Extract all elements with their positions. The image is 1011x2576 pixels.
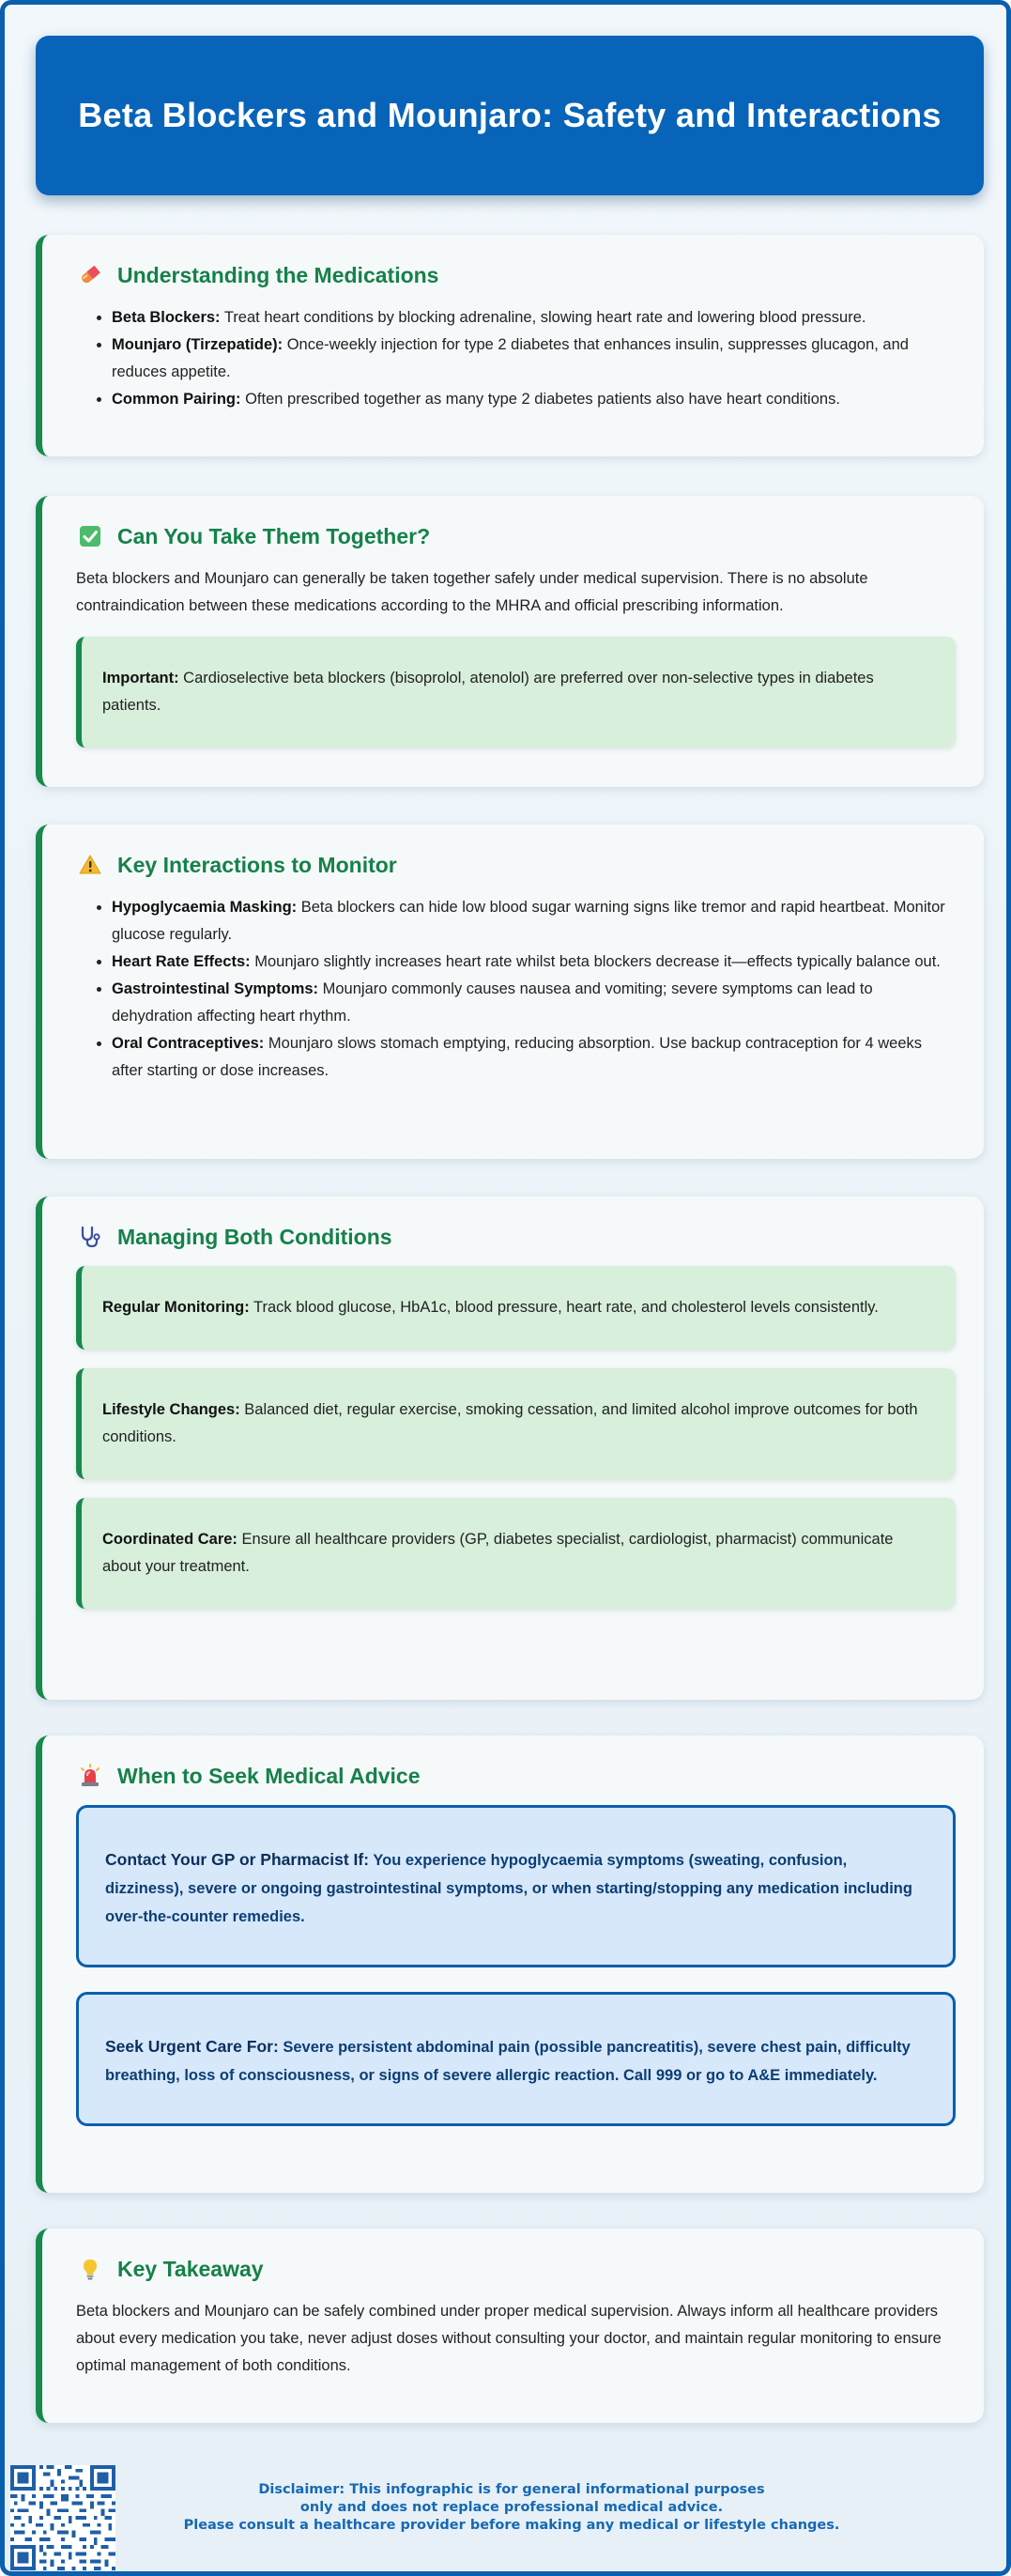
disclaimer-label: Disclaimer: [258,2482,345,2497]
section-header [76,522,956,550]
page-title: Beta Blockers and Mounjaro: Safety and Interactions [78,96,942,134]
section-header [76,261,956,289]
lightbulb-icon [76,2255,104,2283]
section-header [76,2255,956,2283]
list-item: • Hypoglycaemia Masking: Beta blockers can hide low blood sugar warning signs like tremor and rapid heartbeat. Monitor glucose regularly. [112,894,956,949]
list-item: • Beta Blockers: Treat heart conditions by blocking adrenaline, slowing heart rate and lowering blood pressure. [112,304,956,332]
section-together [36,496,984,787]
warning-icon [76,851,104,879]
qr-code-icon[interactable] [10,2465,115,2570]
tip-note: Regular Monitoring: Track blood glucose, HbA1c, blood pressure, heart rate, and cholesterol levels consistently. [76,1266,956,1350]
section-header [76,1762,956,1790]
section-header [76,851,956,879]
important-note: Important: Cardioselective beta blockers (bisoprolol, atenolol) are preferred over non-selective types in diabetes patients. [76,637,956,748]
pill-icon [76,261,104,289]
list-item: • Common Pairing: Often prescribed together as many type 2 diabetes patients also have heart conditions. [112,386,956,413]
tip-note: Coordinated Care: Ensure all healthcare providers (GP, diabetes specialist, cardiologist, pharmacist) communicate about your treatment. [76,1498,956,1609]
section-interactions [36,825,984,1159]
section-body: Beta blockers and Mounjaro can generally be taken together safely under medical supervision. There is no absolute contraindication between these medications according to the MHRA and official prescribing information. [76,570,868,614]
section-title: Key Takeaway [117,2256,264,2281]
list-item: • Oral Contraceptives: Mounjaro slows stomach emptying, reducing absorption. Use backup contraception for 4 weeks after starting or dose increases. [112,1030,956,1085]
bullet-list [76,894,956,1085]
stethoscope-icon [76,1223,104,1251]
section-understanding [36,235,984,456]
list-item: • Gastrointestinal Symptoms: Mounjaro commonly causes nausea and vomiting; severe symptoms can lead to dehydration affecting heart rhythm. [112,976,956,1030]
section-title: Understanding the Medications [117,262,439,287]
section-advice [36,1735,984,2193]
section-title: Can You Take Them Together? [117,523,431,548]
siren-icon [76,1762,104,1790]
list-item: • Heart Rate Effects: Mounjaro slightly increases heart rate whilst beta blockers decrease it—effects typically balance out. [112,949,956,976]
gp-alert-box: Contact Your GP or Pharmacist If: You experience hypoglycaemia symptoms (sweating, confusion, dizziness), severe or ongoing gastrointestinal symptoms, or when starting/stopping any medication including over-the-counter remedies. [76,1805,956,1967]
section-takeaway [36,2229,984,2423]
section-title: Managing Both Conditions [117,1224,392,1249]
page-header [36,36,984,195]
urgent-care-alert-box: Seek Urgent Care For: Severe persistent abdominal pain (possible pancreatitis), severe chest pain, difficulty breathing, loss of consciousness, or signs of severe allergic reaction. Call 999 or go to A&E immediately. [76,1992,956,2126]
footer [5,2456,1006,2573]
check-box-icon [76,522,104,550]
section-header [76,1223,956,1251]
bullet-list [76,304,956,413]
disclaimer-text: Disclaimer: This infographic is for general informational purposes only and does not replace professional medical advice. Please consult a healthcare provider before making any medical or lifestyle changes. [183,2482,840,2533]
section-title: When to Seek Medical Advice [117,1763,421,1788]
list-item: • Mounjaro (Tirzepatide): Once-weekly injection for type 2 diabetes that enhances insulin, suppresses glucagon, and reduces appetite. [112,332,956,386]
tip-note: Lifestyle Changes: Balanced diet, regular exercise, smoking cessation, and limited alcohol improve outcomes for both conditions. [76,1368,956,1479]
section-body: Beta blockers and Mounjaro can be safely combined under proper medical supervision. Always inform all healthcare providers about every medication you take, never adjust doses without consulting your doctor, and maintain regular monitoring to ensure optimal management of both conditions. [76,2303,942,2374]
section-title: Key Interactions to Monitor [117,852,397,877]
section-managing [36,1196,984,1700]
